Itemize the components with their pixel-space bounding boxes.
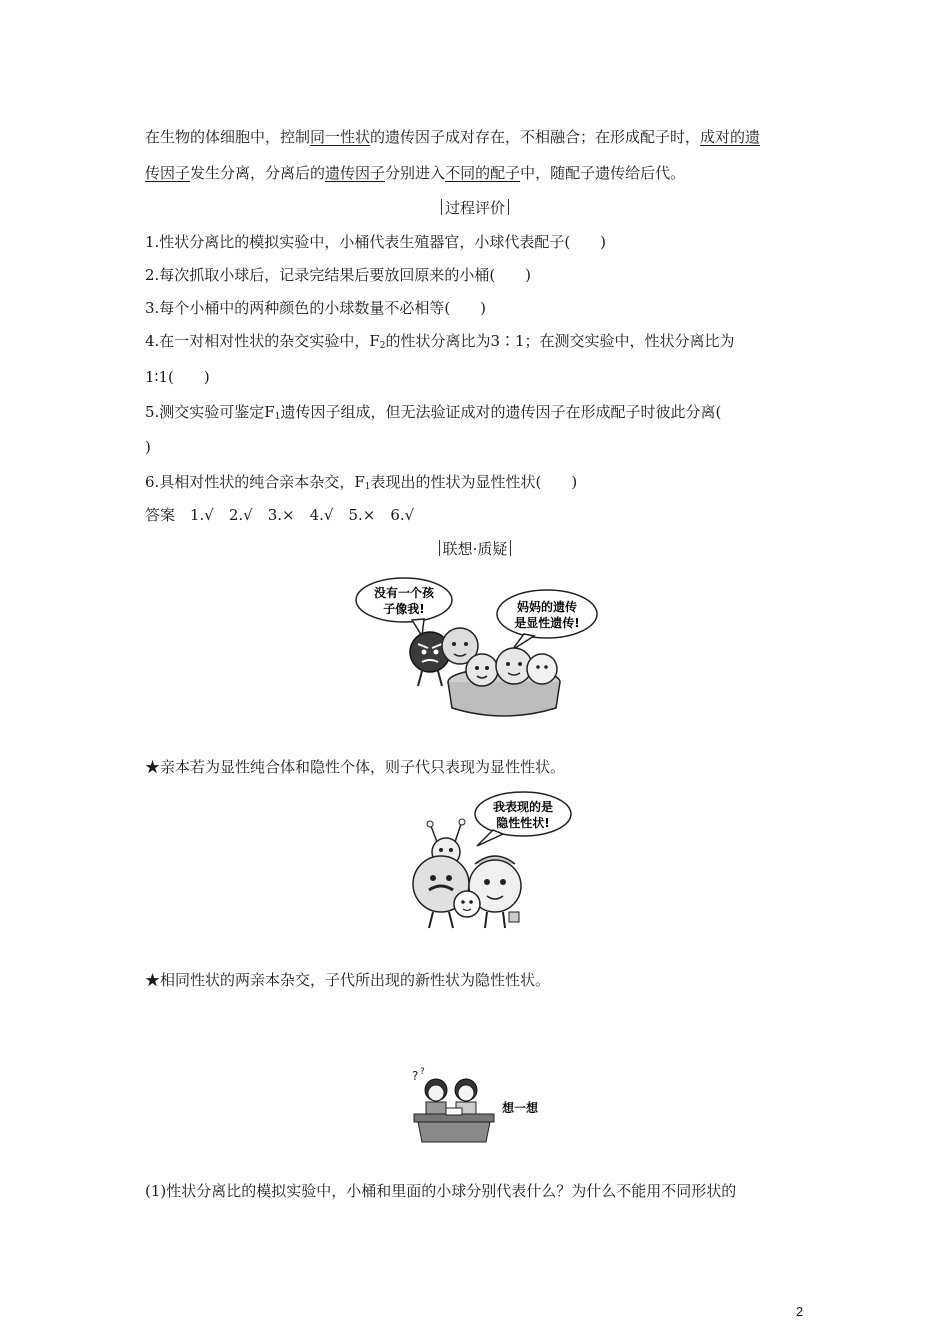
question-1: 1.性状分离比的模拟实验中，小桶代表生殖器官，小球代表配子( ) xyxy=(145,233,607,251)
star-note-2: ★相同性状的两亲本杂交，子代所出现的新性状为隐性性状。 xyxy=(145,971,551,989)
section-title-eval: 过程评价 xyxy=(0,198,950,218)
cartoon-ball-family-illustration xyxy=(405,786,575,934)
bubble-right-line-2: 是显性遗传! xyxy=(514,616,580,630)
svg-text:?: ? xyxy=(412,1069,419,1083)
bubble-left-line-2: 子像我! xyxy=(383,602,425,616)
intro-text: 在生物的体细胞中，控制 xyxy=(145,128,311,146)
intro-line-2 xyxy=(145,163,685,183)
intro-text: 发生分离，分离后的 xyxy=(190,164,326,182)
intro-line-1 xyxy=(145,127,760,147)
section-title-link: 联想·质疑 xyxy=(0,539,950,559)
star-note-1: ★亲本若为显性纯合体和隐性个体，则子代只表现为显性性状。 xyxy=(145,758,566,776)
question-2: 2.每次抓取小球后，记录完结果后要放回原来的小桶( ) xyxy=(145,266,532,284)
think-kids-at-desk-illustration xyxy=(408,1066,548,1146)
answer-key: 答案 1.√ 2.√ 3.× 4.√ 5.× 6.√ xyxy=(145,506,415,524)
bubble-kid-line-2: 隐性性状! xyxy=(496,816,550,830)
intro-text: 中，随配子遗传给后代。 xyxy=(520,164,686,182)
question-4-line-2: 1∶1( ) xyxy=(145,368,210,386)
question-6: 6.具相对性状的纯合亲本杂交，$F_1$表现出的性状为显性性状( ) xyxy=(145,473,578,492)
think-question-1: (1)性状分离比的模拟实验中，小桶和里面的小球分别代表什么？为什么不能用不同形状的 xyxy=(145,1182,737,1200)
underlined-term: 遗传因子 xyxy=(325,164,386,182)
intro-text: 分别进入 xyxy=(385,164,446,182)
cartoon-balls-bowl-illustration xyxy=(352,574,602,722)
bubble-kid-line-1: 我表现的是 xyxy=(492,800,554,814)
question-4-line-1: 4.在一对相对性状的杂交实验中，$F_2$的性状分离比为3∶1；在测交实验中，性状分离比为 xyxy=(145,332,735,351)
bubble-right-line-1: 妈妈的遗传 xyxy=(516,600,578,614)
underlined-term: 传因子 xyxy=(145,164,191,182)
underlined-term: 成对的遗 xyxy=(700,128,761,146)
question-5-line-2: ) xyxy=(145,438,151,456)
question-3: 3.每个小桶中的两种颜色的小球数量不必相等( ) xyxy=(145,299,487,317)
underlined-term: 不同的配子 xyxy=(445,164,521,182)
page-number: 2 xyxy=(796,1304,804,1319)
question-5-line-1: 5.测交实验可鉴定$F_1$遗传因子组成，但无法验证成对的遗传因子在形成配子时彼此分离( xyxy=(145,403,722,422)
svg-text:?: ? xyxy=(420,1067,425,1077)
bubble-left-line-1: 没有一个孩 xyxy=(373,586,435,600)
think-label: 想一想 xyxy=(501,1101,539,1115)
intro-text: 的遗传因子成对存在，不相融合；在形成配子时， xyxy=(370,128,701,146)
underlined-term: 同一性状 xyxy=(310,128,371,146)
